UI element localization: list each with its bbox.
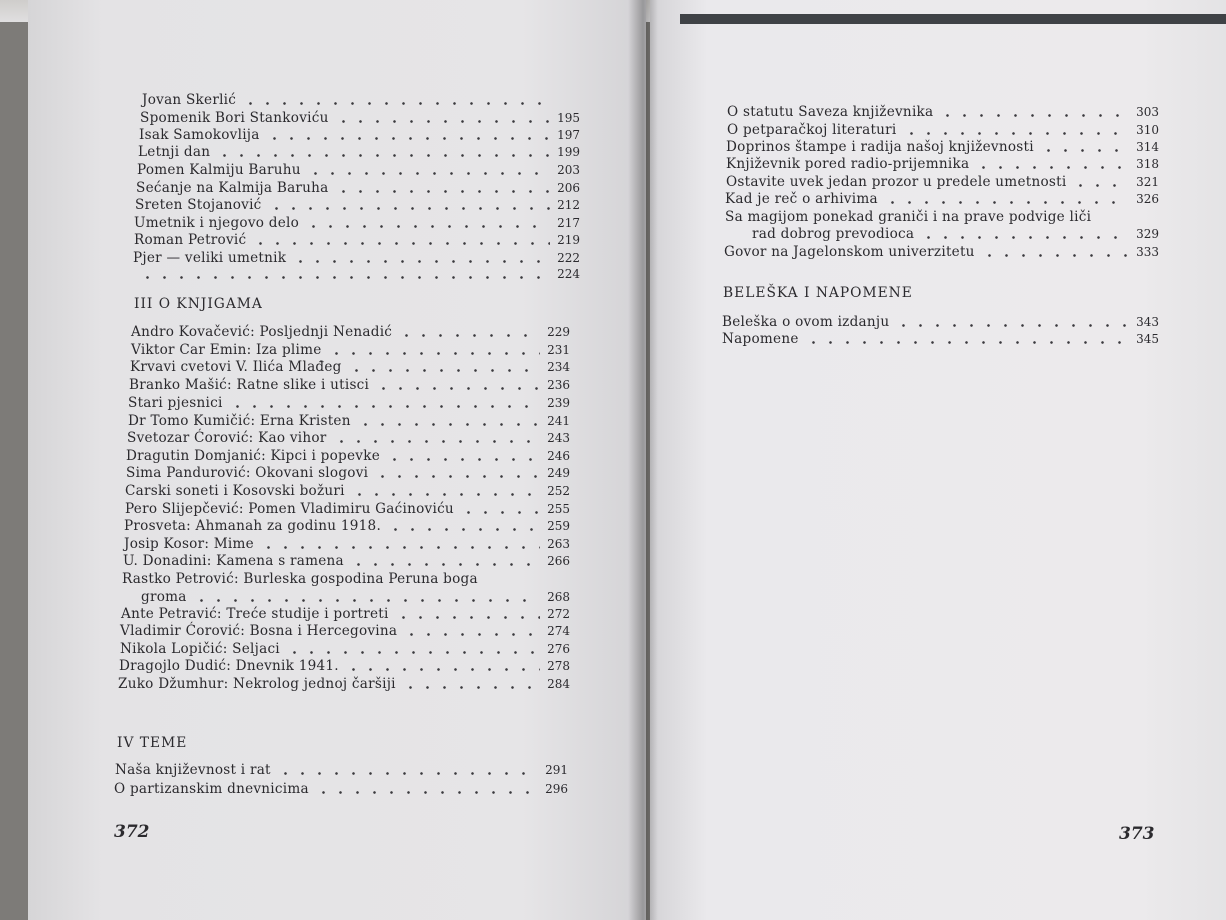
dot-leader [375,387,540,390]
toc-entry [126,463,570,481]
toc-entry-title: O petparačkoj literaturi [727,122,897,138]
toc-entry-page: 272 [547,607,570,621]
toc-entry [124,516,570,534]
toc-entry-page: 259 [547,519,570,533]
section-heading-beleska: BELEŠKA I NAPOMENE [723,285,913,301]
toc-entry-page: 197 [557,128,580,142]
dot-leader [386,458,540,461]
toc-entry-title: Isak Samokovlija [139,127,260,143]
toc-entry-title: Krvavi cvetovi V. Ilića Mlađeg [130,359,342,375]
toc-entry [725,189,1159,207]
dot-leader [229,405,540,408]
toc-entry-page: 212 [557,198,580,212]
toc-entry-page: 231 [547,343,570,357]
toc-entry-page: 278 [547,659,570,673]
toc-entry [752,224,1159,242]
page-number-right: 373 [1119,824,1155,844]
toc-entry [142,90,580,108]
dot-leader [307,172,550,175]
toc-entry-title: Rastko Petrović: Burleska gospodina Peruna boga [122,571,478,587]
toc-entry-title: Umetnik i njegovo delo [134,215,300,231]
toc-entry [122,569,570,587]
toc-entry-page: 239 [547,396,570,410]
dot-leader [395,616,540,619]
toc-entry [120,639,570,657]
dot-leader [268,207,550,210]
dot-leader [335,190,550,193]
toc-entry-page: 195 [557,111,580,125]
toc-entry [140,108,580,126]
toc-entry [131,322,570,340]
toc-entry [126,446,570,464]
toc-entry-title: Svetozar Ćorović: Kao vihor [127,430,327,446]
toc-entry-title: Spomenik Bori Stankoviću [140,110,329,126]
toc-entry [131,340,570,358]
toc-entry-page: 199 [557,145,580,159]
toc-entry-page: 234 [547,360,570,374]
toc-entry-page: 246 [547,449,570,463]
toc-entry [129,375,570,393]
toc-entry [115,760,568,778]
toc-entry [128,411,570,429]
toc-entry-page: 310 [1136,123,1159,137]
toc-entry-title: Roman Petrović [134,232,247,248]
toc-entry-title: Pero Slijepčević: Pomen Vladimiru Gaćinoviću [125,501,454,517]
toc-entry [138,142,580,160]
toc-entry-page: 229 [547,325,570,339]
toc-entry-title: O partizanskim dnevnicima [114,781,309,797]
toc-entry [124,534,570,552]
page-number-left: 372 [114,822,150,842]
dot-leader [805,341,1129,344]
section-heading-iii: III O KNJIGAMA [134,296,263,312]
dot-leader [403,633,540,636]
dot-leader [1072,184,1129,187]
toc-entry-title: Branko Mašić: Ratne slike i utisci [129,377,370,393]
toc-entry [724,242,1159,260]
toc-entry [121,604,570,622]
toc-entry [727,120,1159,138]
dot-leader [895,324,1129,327]
toc-entry [125,481,570,499]
toc-entry-page: 268 [547,590,570,604]
toc-entry-page: 318 [1136,157,1159,171]
toc-entry [134,230,580,248]
toc-entry-title: O statutu Saveza književnika [727,104,934,120]
dot-leader [333,440,540,443]
toc-entry-title: Književnik pored radio-prijemnika [726,156,970,172]
toc-entry-page: 276 [547,642,570,656]
toc-entry [727,102,1159,120]
toc-entry-title: Sima Pandurović: Okovani slogovi [126,465,369,481]
dot-leader [335,120,550,123]
toc-entry-title: Viktor Car Emin: Iza plime [131,342,322,358]
dot-leader [305,225,550,228]
toc-entry-page: 343 [1136,315,1159,329]
toc-entry-page: 203 [557,163,580,177]
toc-entry [725,207,1159,225]
dot-leader [252,242,550,245]
toc-entry [726,172,1159,190]
dot-leader [286,651,540,654]
toc-entry [127,428,570,446]
toc-entry-title: Govor na Jagelonskom univerzitetu [724,244,975,260]
toc-entry [125,499,570,517]
toc-entry-page: 321 [1136,175,1159,189]
dot-leader [348,369,540,372]
toc-entry-title: Jovan Skerlić [142,92,237,108]
toc-entry-title: Nikola Lopičić: Seljaci [120,641,280,657]
dot-leader [193,599,540,602]
toc-entry-title: Ante Petravić: Treće studije i portreti [121,606,389,622]
toc-entry-title: rad dobrog prevodioca [752,226,915,242]
dot-leader [975,166,1129,169]
toc-entry-page: 217 [557,216,580,230]
dot-leader [328,352,540,355]
toc-entry-page: 249 [547,466,570,480]
toc-entry-title: Carski soneti i Kosovski božuri [125,483,345,499]
toc-entry [118,674,570,692]
dot-leader [292,260,550,263]
toc-entry [114,779,568,797]
toc-entry-title: Dragutin Domjanić: Kipci i popevke [126,448,381,464]
toc-entry-page: 345 [1136,332,1159,346]
dot-leader [398,334,540,337]
toc-entry [123,551,570,569]
toc-entry [134,213,580,231]
dot-leader [260,546,540,549]
toc-entry [141,587,570,605]
toc-entry-page: 314 [1136,140,1159,154]
toc-entry [722,329,1159,347]
toc-entry [120,621,570,639]
dot-leader [981,254,1129,257]
toc-entry [137,160,580,178]
dot-leader [920,236,1129,239]
toc-entry [130,357,570,375]
toc-entry-title: Stari pjesnici [128,395,223,411]
toc-entry [128,393,570,411]
toc-entry-page: 243 [547,431,570,445]
toc-entry-page: 284 [547,677,570,691]
toc-entry [133,264,580,282]
toc-entry-title: Pjer — veliki umetnik [133,250,287,266]
toc-entry-page: 326 [1136,192,1159,206]
toc-entry-title: Andro Kovačević: Posljednji Nenadić [131,324,393,340]
toc-entry-page: 252 [547,484,570,498]
toc-entry-page: 222 [557,251,580,265]
toc-entry-page: 236 [547,378,570,392]
dot-leader [402,686,540,689]
dot-leader [315,791,538,794]
toc-entry-title: Beleška o ovom izdanju [722,314,890,330]
toc-entry-title: Kad je reč o arhivima [725,191,878,207]
toc-entry-title: Pomen Kalmiju Baruhu [137,162,301,178]
dot-leader [242,102,550,105]
dot-leader [345,668,540,671]
toc-entry-title: Sreten Stojanović [135,197,262,213]
toc-entry-page: 291 [545,763,568,777]
toc-entry-title: Napomene [722,331,799,347]
toc-entry-title: Sećanje na Kalmija Baruha [136,180,329,196]
dot-leader [139,276,550,279]
toc-entry-title: Prosveta: Ahmanah za godinu 1918. [124,518,382,534]
toc-entry-title: Vladimir Ćorović: Bosna i Hercegovina [120,623,398,639]
toc-entry-page: 303 [1136,105,1159,119]
toc-entry-page: 274 [547,624,570,638]
dot-leader [266,137,550,140]
toc-entry-page: 219 [557,233,580,247]
toc-entry-title: Dr Tomo Kumičić: Erna Kristen [128,413,351,429]
right-page [650,0,1226,920]
dot-leader [374,475,540,478]
toc-entry [136,178,580,196]
toc-entry [726,154,1159,172]
dot-leader [277,772,538,775]
dot-leader [216,154,550,157]
dot-leader [884,201,1129,204]
toc-entry-title: Letnji dan [138,144,211,160]
toc-entry-title: Josip Kosor: Mime [124,536,254,552]
toc-entry-page: 263 [547,537,570,551]
dot-leader [903,132,1129,135]
toc-entry-page: 241 [547,414,570,428]
toc-entry-title: Dragojlo Dudić: Dnevnik 1941. [119,658,339,674]
dot-leader [350,563,540,566]
toc-entry-page: 333 [1136,245,1159,259]
left-page [28,0,646,920]
section-heading-iv: IV TEME [117,735,188,751]
toc-entry [726,137,1159,155]
toc-entry-title: groma [141,589,187,605]
toc-entry [722,312,1159,330]
toc-entry-title: U. Donadini: Kamena s ramena [123,553,344,569]
dot-leader [460,511,540,514]
toc-entry-title: Ostavite uvek jedan prozor u predele umetnosti [726,174,1067,190]
dot-leader [1040,149,1129,152]
toc-entry-page: 224 [557,267,580,281]
toc-entry-title: Sa magijom ponekad graniči i na prave podvige liči [725,209,1092,225]
dot-leader [351,493,540,496]
toc-entry [139,125,580,143]
dot-leader [357,423,540,426]
dot-leader [939,114,1129,117]
dot-leader [387,528,540,531]
toc-entry-page: 255 [547,502,570,516]
toc-entry-title: Naša književnost i rat [115,762,271,778]
toc-entry-page: 329 [1136,227,1159,241]
toc-entry [135,195,580,213]
toc-entry-title: Doprinos štampe i radija našoj književnosti [726,139,1034,155]
toc-entry-page: 296 [545,782,568,796]
toc-entry [119,656,570,674]
toc-entry-title: Zuko Džumhur: Nekrolog jednoj čaršiji [118,676,396,692]
toc-entry-page: 266 [547,554,570,568]
book-cover-edge [680,14,1226,24]
toc-entry-page: 206 [557,181,580,195]
